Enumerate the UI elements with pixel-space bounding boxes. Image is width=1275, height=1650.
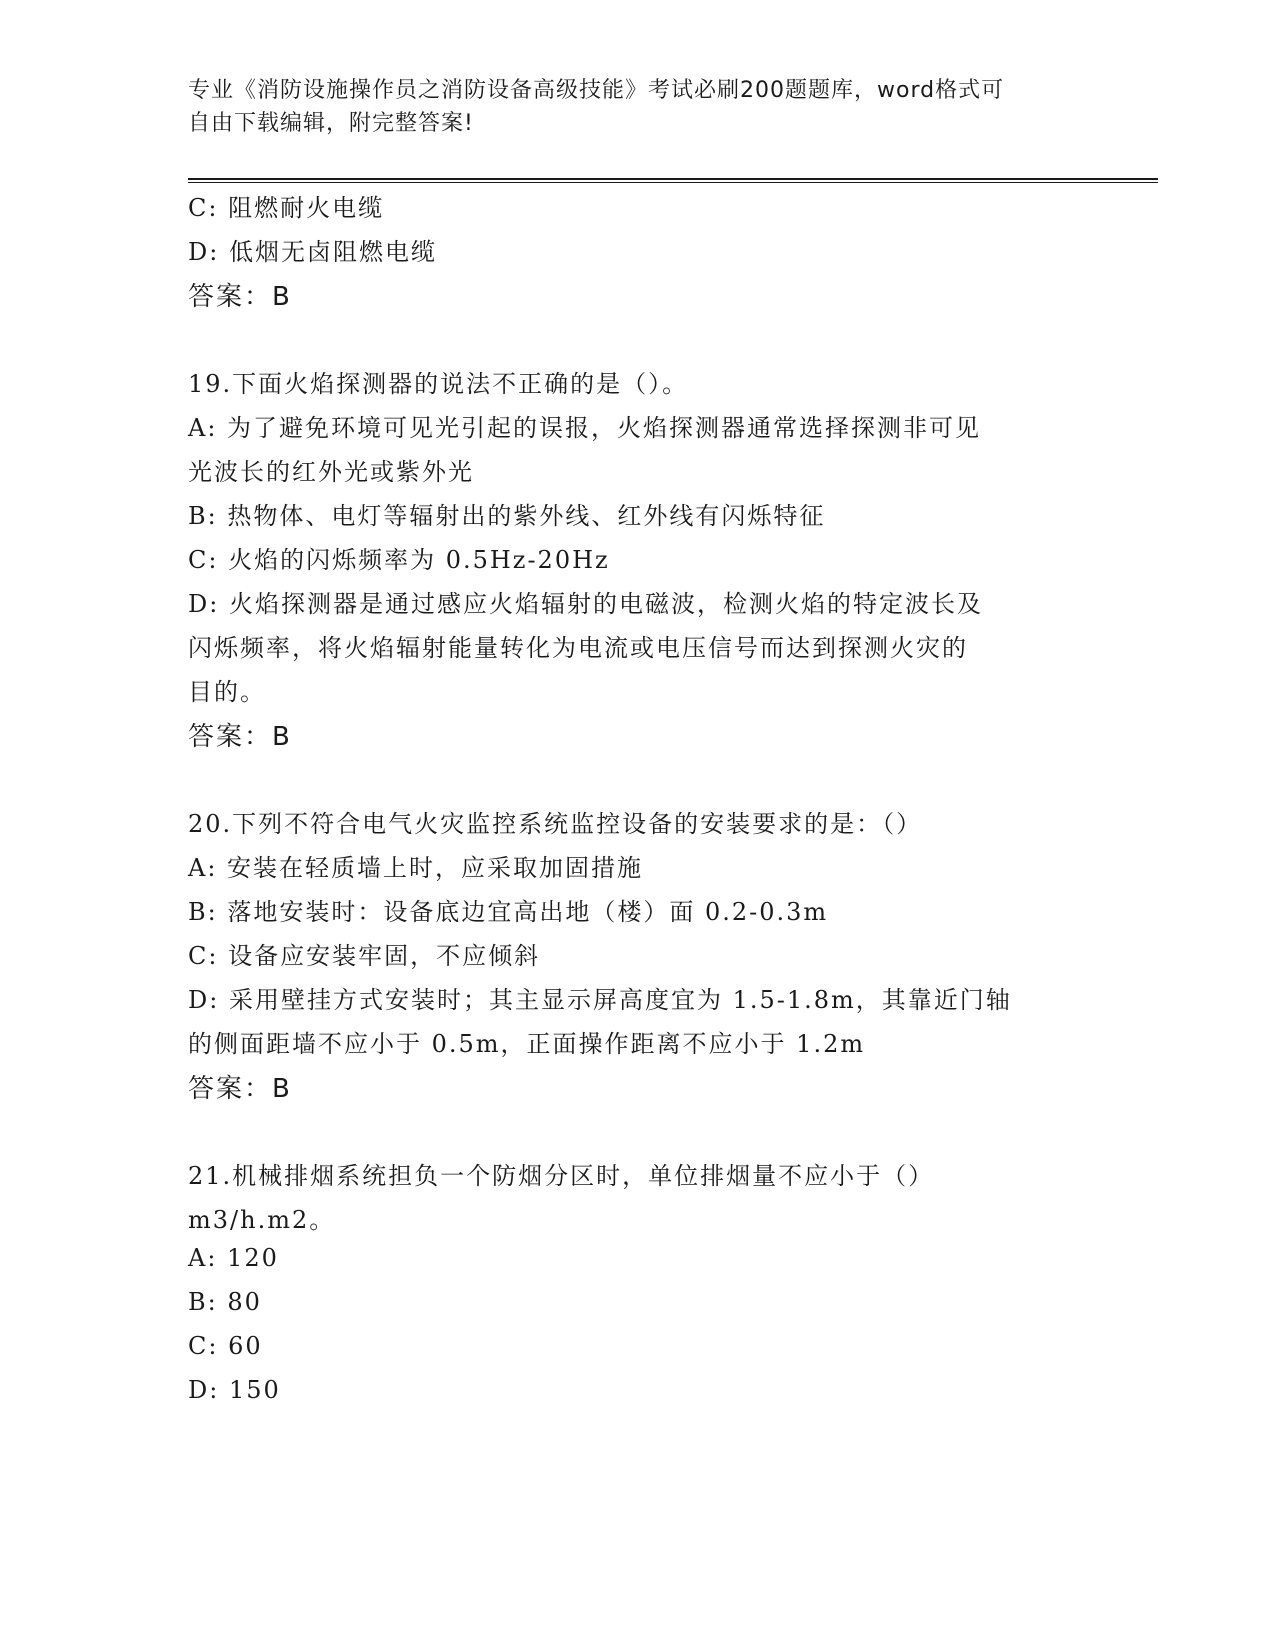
- q19-option-d-line-2: 闪烁频率，将火焰辐射能量转化为电流或电压信号而达到探测火灾的: [188, 634, 968, 662]
- q20-option-b: B: 落地安装时：设备底边宜高出地（楼）面 0.2-0.3m: [188, 898, 829, 926]
- header-divider: [188, 178, 1158, 183]
- q19-option-a-line-2: 光波长的红外光或紫外光: [188, 458, 474, 486]
- q19-option-d-line-1: D: 火焰探测器是通过感应火焰辐射的电磁波，检测火焰的特定波长及: [188, 590, 983, 618]
- q21-option-c: C: 60: [188, 1332, 263, 1360]
- header-title-line-2: 自由下载编辑，附完整答案!: [188, 111, 474, 136]
- q21-stem-line-2: m3/h.m2。: [188, 1206, 336, 1234]
- q21-option-a: A: 120: [188, 1244, 279, 1272]
- q20-option-d-line-2: 的侧面距墙不应小于 0.5m，正面操作距离不应小于 1.2m: [188, 1030, 866, 1058]
- q20-option-d-line-1: D: 采用壁挂方式安装时；其主显示屏高度宜为 1.5-1.8m，其靠近门轴: [188, 986, 1012, 1014]
- q19-option-d-line-3: 目的。: [188, 678, 266, 706]
- q20-option-c: C: 设备应安装牢固，不应倾斜: [188, 942, 541, 970]
- q19-option-b: B: 热物体、电灯等辐射出的紫外线、红外线有闪烁特征: [188, 502, 826, 530]
- q19-option-c: C: 火焰的闪烁频率为 0.5Hz-20Hz: [188, 546, 610, 574]
- q21-option-b: B: 80: [188, 1288, 262, 1316]
- q19-option-a-line-1: A: 为了避免环境可见光引起的误报，火焰探测器通常选择探测非可见: [188, 414, 982, 442]
- q21-option-d: D: 150: [188, 1376, 281, 1404]
- q20-option-a: A: 安装在轻质墙上时，应采取加固措施: [188, 854, 644, 882]
- page-header: [188, 74, 1088, 140]
- q18-option-d: D: 低烟无卤阻燃电缆: [188, 238, 437, 266]
- header-title-line-1: 专业《消防设施操作员之消防设备高级技能》考试必刷200题题库，word格式可: [188, 78, 1005, 103]
- q20-stem: 20.下列不符合电气火灾监控系统监控设备的安装要求的是：（）: [188, 810, 923, 838]
- q21-stem-line-1: 21.机械排烟系统担负一个防烟分区时，单位排烟量不应小于（）: [188, 1162, 935, 1190]
- q18-option-c: C: 阻燃耐火电缆: [188, 194, 385, 222]
- q20-answer: 答案：B: [188, 1074, 292, 1104]
- q19-stem: 19.下面火焰探测器的说法不正确的是（）。: [188, 370, 689, 398]
- q19-answer: 答案：B: [188, 722, 292, 752]
- q18-answer: 答案：B: [188, 282, 292, 312]
